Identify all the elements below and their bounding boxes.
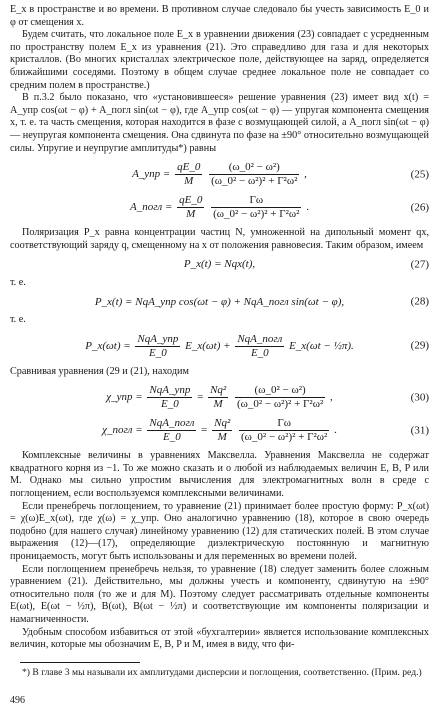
- paragraph-2: Будем считать, что локальное поле E_x в уравнении движения (23) совпадает с усредненным по пространству полем E_x из уравнения (21). Это справедливо для газа и для некоторых кристаллов. (Во многих кристаллах электрическое поле, действующее на заряд, определяется ближайшими соседями. Поэтому в общем случае среднее локальное поле не совпадает со средним полем в пространстве.): [10, 29, 429, 91]
- label-te-1: т. е.: [10, 276, 26, 288]
- equation-number: (29): [410, 339, 429, 352]
- equation-31: χ_погл = $\frac{\text{NqA\_погл}}{E\_0}$ = $\frac{\text{Nq²}}{M}$ $\frac{\Gamma\omega}{\text{(ω\_0² − ω²)² + Γ²ω²}}$ . (31): [102, 417, 429, 444]
- equation-number: (26): [410, 201, 429, 214]
- paragraph-9: Удобным способом избавиться от этой «бухгалтерии» является использование комплексных величин, которые мы обозначим E, B, P и M, имея в виду, что фи-: [10, 626, 429, 651]
- equation-number: (27): [410, 258, 429, 271]
- footnote: *) В главе 3 мы называли их амплитудами дисперсии и поглощения, соответственно. (Прим. ред.): [22, 666, 422, 678]
- paragraph-3: В п.3.2 было показано, что «установившееся» решение уравнения (23) имеет вид x(t) = A_упр cos(ωt − φ) + A_погл sin(ωt − φ), где A_упр cos(ωt − φ) — упругая компонента смещения x, т. е. та часть смещения, которая находится в фазе с возмущающей силой, а A_погл sin(ωt − φ) — неупругая компонента смещения. Она сдвинута по фазе на ±90° относительно возмущающей силы. Упругие и неупругие амплитуды*) равны: [10, 92, 429, 154]
- equation-26: A_погл = $\frac{qE\_0}{M}$ $\frac{\Gamma\omega}{\text{(ω\_0² − ω²)² + Γ²ω²}}$ . (26): [130, 194, 429, 221]
- paragraph-1: E_x в пространстве и во времени. В противном случае следовало бы учесть зависимость E_0 и φ от смещения x.: [10, 4, 429, 28]
- paragraph-8: Если поглощением пренебречь нельзя, то уравнение (18) следует заменить более сложным уравнением (21). Действительно, мы должны учесть и компоненту, сдвинутую на ±90° относительно поля (то же и для M). Поэтому следует рассматривать отдельные компоненты E(ωt), E(ωt − ½π), B(ωt), B(ωt − ½π) и соответствующие им компоненты поляризации и намагниченности.: [10, 563, 429, 625]
- footnote-divider: [20, 662, 140, 663]
- label-te-2: т. е.: [10, 314, 26, 326]
- equation-27: P_x(t) = Nqx(t), (27): [183, 258, 429, 271]
- equation-25: A_упр = $\frac{qE\_0}{M}$ $\frac{\text{(ω\_0² − ω²)}}{\text{(ω\_0² − ω²)² + Γ²ω²}}$ , (25): [132, 161, 429, 188]
- page-number: 496: [10, 695, 25, 707]
- paragraph-5: Сравнивая уравнения (29 и (21), находим: [10, 365, 189, 377]
- equation-30: χ_упр = $\frac{\text{NqA\_упр}}{E\_0}$ = $\frac{\text{Nq²}}{M}$ $\frac{\text{(ω\_0² − ω²)}}{\text{(ω\_0² − ω²)² + Γ²ω²}}$ , (30): [106, 384, 429, 411]
- paragraph-7: Если пренебречь поглощением, то уравнение (21) принимает более простую форму: P_x(ωt) = χ(ω)E_x(ωt), где χ(ω) = χ_упр. Оно аналогично уравнению (18), которое в свою очередь подобно (для нашего случая) линейному уравнению (12) для статических полей. В этом случае выражения (12)—(17), определяющие диэлектрическую постоянную и магнитную проницаемость, могут быть использованы и для переменных во времени полей.: [10, 500, 429, 563]
- equation-number: (28): [410, 295, 429, 308]
- paragraph-6: Комплексные величины в уравнениях Максвелла. Уравнения Максвелла не содержат квадратного корня из −1. То же можно сказать и о любой из наблюдаемых величин E, B, P или M. Однако мы сильно упростим вычисления для электромагнитных волн в среде с поглощением, если воспользуемся комплексными величинами.: [10, 450, 429, 500]
- paragraph-4: Поляризация P_x равна концентрации частиц N, умноженной на дипольный момент qx, соответствующий заряду q, смещенному на x от положения равновесия. Таким образом, имеем: [10, 227, 429, 251]
- equation-number: (31): [410, 424, 429, 437]
- equation-28: P_x(t) = NqA_упр cos(ωt − φ) + NqA_погл sin(ωt − φ), (28): [94, 295, 429, 308]
- equation-29: P_x(ωt) = $\frac{\text{NqA\_упр}}{E\_0}$ E_x(ωt) + $\frac{\text{NqA\_погл}}{E\_0}$ E_x(ωt − ½π). (29): [85, 332, 429, 359]
- equation-number: (30): [410, 391, 429, 404]
- equation-number: (25): [410, 168, 429, 181]
